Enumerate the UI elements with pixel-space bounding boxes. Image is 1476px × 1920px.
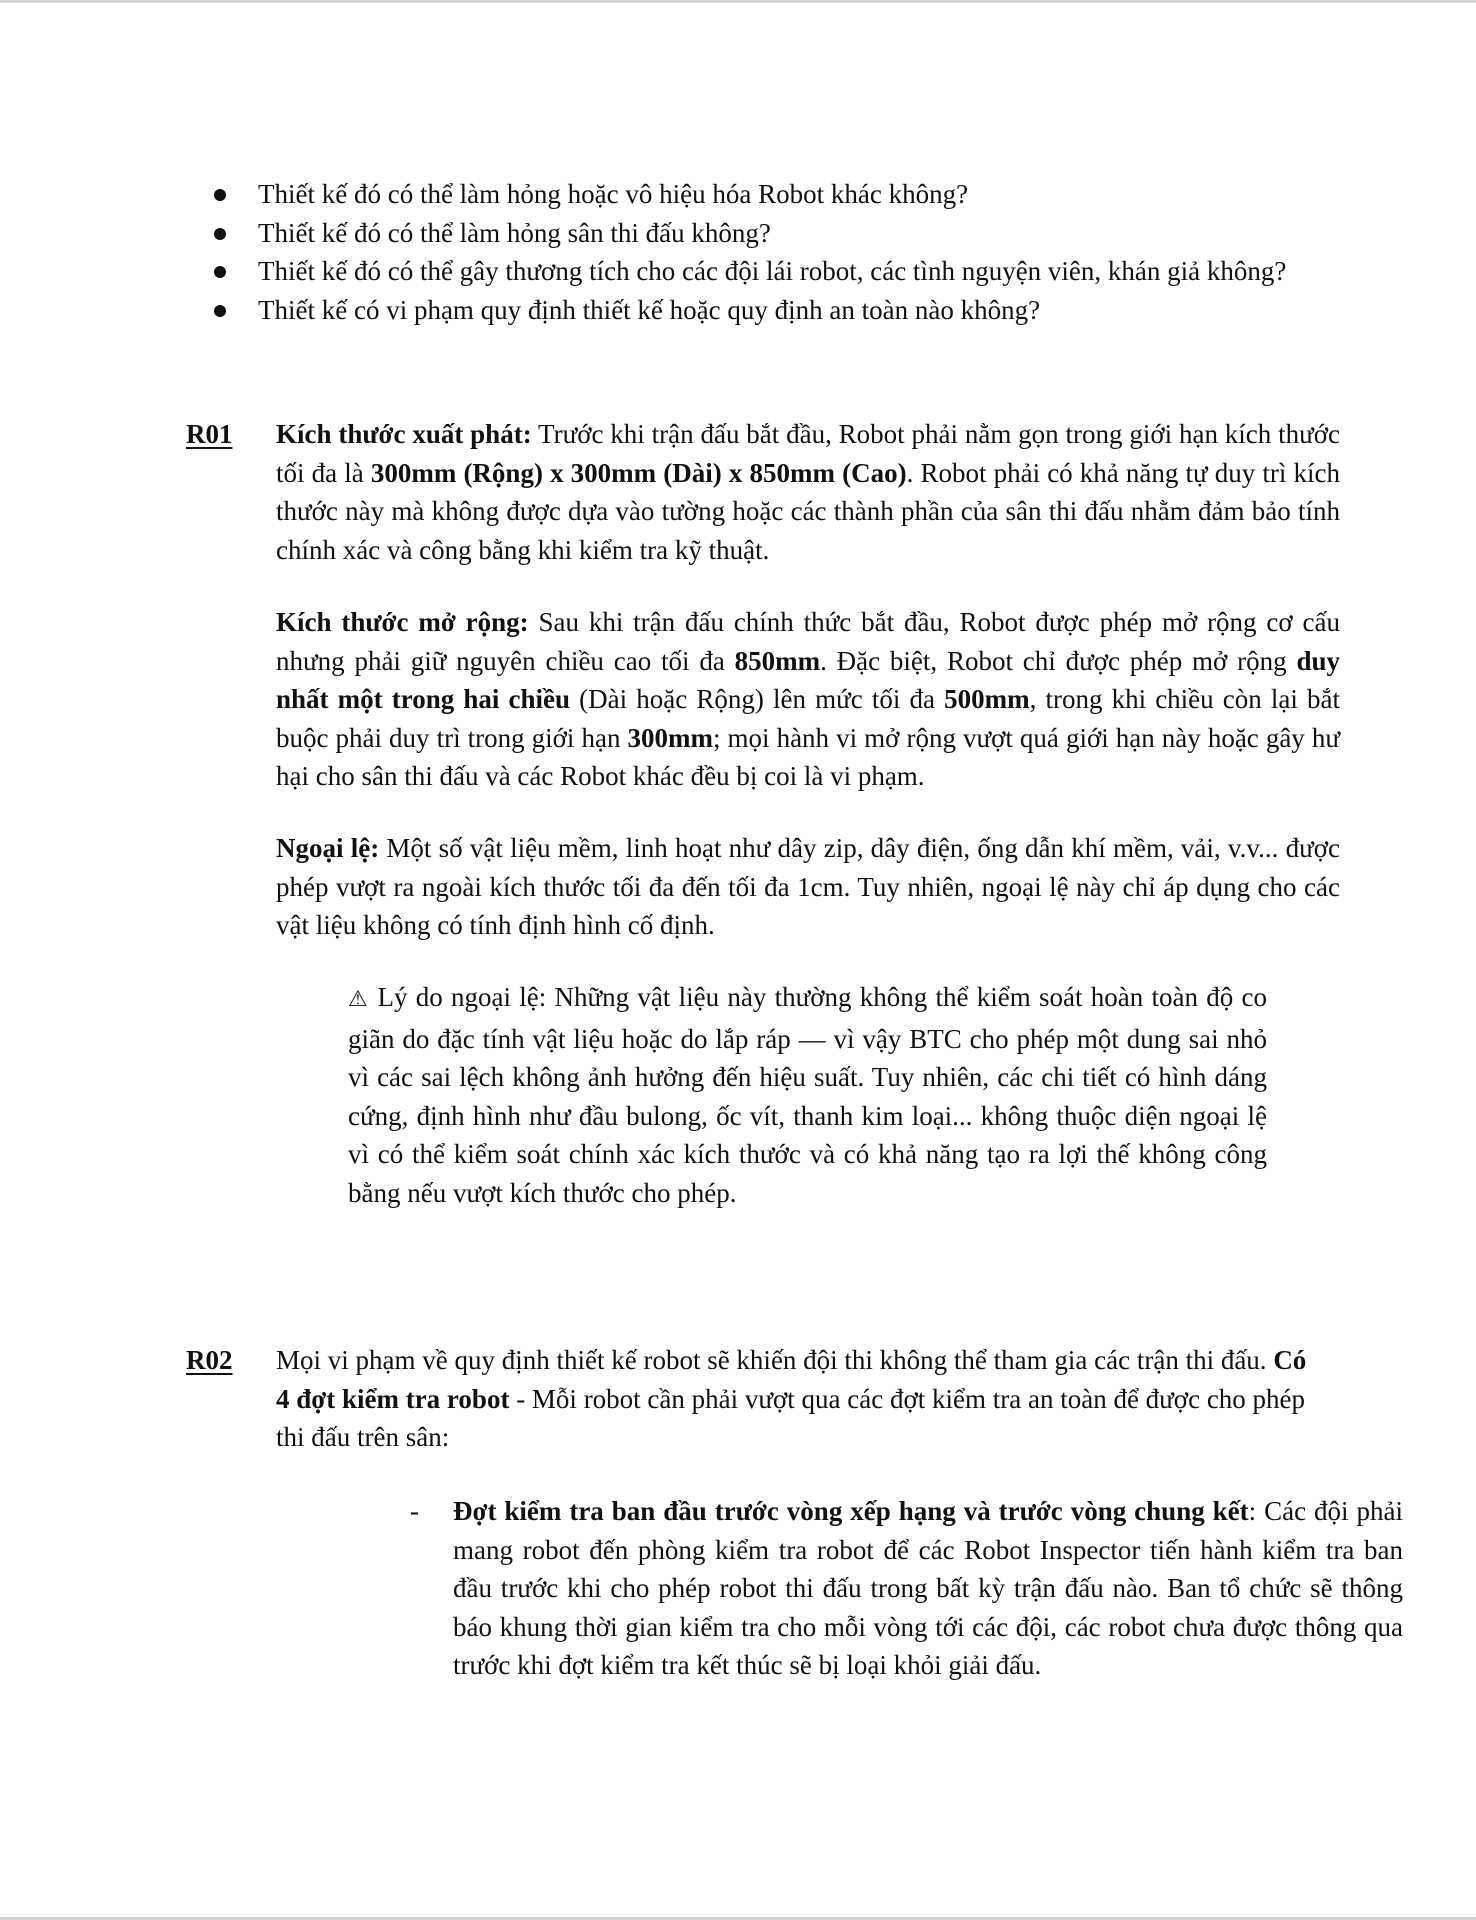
- list-item-text: Thiết kế đó có thể gây thương tích cho các đội lái robot, các tình nguyện viên, khán giả không?: [258, 256, 1287, 286]
- emphasis-text: 300mm: [627, 722, 713, 753]
- rule-label: R02: [186, 1345, 233, 1375]
- paragraph-text: . Đặc biệt, Robot chỉ được phép mở rộng: [820, 645, 1297, 676]
- paragraph-lead: Kích thước xuất phát:: [276, 419, 532, 449]
- list-item: [208, 291, 1348, 330]
- list-item: [208, 252, 1348, 291]
- exception-paragraph: [276, 829, 1340, 945]
- dash-marker: -: [410, 1496, 419, 1526]
- bullet-icon: [214, 266, 226, 278]
- list-item-text: [453, 1492, 1403, 1685]
- emphasis-text: 500mm: [944, 684, 1030, 714]
- emphasis-text: 300mm (Rộng) x 300mm (Dài) x 850mm (Cao): [370, 457, 907, 488]
- paragraph-text: , trong khi chiều còn lại bắt buộc phải duy trì trong giới hạn: [276, 684, 1341, 753]
- list-item: [208, 175, 1348, 214]
- expanded-size-paragraph: [276, 603, 1340, 796]
- list-item: [208, 214, 1348, 253]
- paragraph-text: Mọi vi phạm về quy định thiết kế robot sẽ khiến đội thi không thể tham gia các trận thi đấu.: [276, 1345, 1274, 1375]
- paragraph-text: (Dài hoặc Rộng) lên mức tối đa: [570, 684, 945, 714]
- emphasis-text: Có 4 đợt kiểm tra robot: [276, 1345, 1307, 1414]
- paragraph-lead: Đợt kiểm tra ban đầu trước vòng xếp hạng và trước vòng chung kết: [453, 1496, 1249, 1526]
- paragraph-text: - Mỗi robot cần phải vượt qua các đợt kiểm tra an toàn để được cho phép thi đấu trên sân:: [276, 1383, 1306, 1452]
- inspection-intro-paragraph: [276, 1341, 1316, 1457]
- rule-label: R01: [186, 419, 233, 449]
- paragraph-text: ; mọi hành vi mở rộng vượt quá giới hạn này hoặc gây hư hại cho sân thi đấu và các Robot khác đều bị coi là vi phạm.: [276, 722, 1340, 791]
- design-question-list: [208, 175, 1348, 329]
- warning-icon: ⚠: [348, 987, 370, 1012]
- note-text: Lý do ngoại lệ: Những vật liệu này thường không thể kiểm soát hoàn toàn độ co giãn do đặc tính vật liệu hoặc do lắp ráp — vì vậy BTC cho phép một dung sai nhỏ vì các sai lệch không ảnh hưởng đến hiệu suất. Tuy nhiên, các chi tiết có hình dáng cứng, định hình như đầu bulong, ốc vít, thanh kim loại... không thuộc diện ngoại lệ vì có thể kiểm soát chính xác kích thước và có khả năng tạo ra lợi thế không công bằng nếu vượt kích thước cho phép.: [348, 982, 1267, 1208]
- list-item-text: Thiết kế có vi phạm quy định thiết kế hoặc quy định an toàn nào không?: [258, 294, 1041, 325]
- list-item-text: Thiết kế đó có thể làm hỏng sân thi đấu không?: [258, 217, 771, 248]
- paragraph-text: : Các đội phải mang robot đến phòng kiểm tra robot để các Robot Inspector tiến hành kiểm tra ban đầu trước khi cho phép robot thi đấu trong bất kỳ trận đấu nào. Ban tổ chức sẽ thông báo khung thời gian kiểm tra cho mỗi vòng tới các đội, các robot chưa được thông qua trước khi đợt kiểm tra kết thúc sẽ bị loại khỏi giải đấu.: [453, 1496, 1403, 1680]
- starting-size-paragraph: [276, 415, 1340, 569]
- paragraph-text: . Robot phải có khả năng tự duy trì kích thước này mà không được dựa vào tường hoặc các thành phần của sân thi đấu nhằm đảm bảo tính chính xác và công bằng khi kiểm tra kỹ thuật.: [276, 457, 1340, 565]
- list-item-text: Thiết kế đó có thể làm hỏng hoặc vô hiệu hóa Robot khác không?: [258, 179, 969, 209]
- exception-reason-note: [348, 978, 1267, 1212]
- list-item: [410, 1492, 1403, 1685]
- emphasis-text: duy nhất một trong hai chiều: [276, 645, 1340, 714]
- emphasis-text: 850mm: [734, 645, 821, 676]
- bullet-icon: [214, 228, 226, 240]
- paragraph-text: Trước khi trận đấu bắt đầu, Robot phải nằm gọn trong giới hạn kích thước tối đa là: [276, 419, 1340, 488]
- paragraph-text: Một số vật liệu mềm, linh hoạt như dây zip, dây điện, ống dẫn khí mềm, vải, v.v... được phép vượt ra ngoài kích thước tối đa đến tối đa 1cm. Tuy nhiên, ngoại lệ này chỉ áp dụng cho các vật liệu không có tính định hình cố định.: [276, 833, 1340, 940]
- bullet-icon: [214, 189, 226, 201]
- paragraph-text: Sau khi trận đấu chính thức bắt đầu, Robot được phép mở rộng cơ cấu nhưng phải giữ nguyên chiều cao tối đa: [276, 607, 1340, 676]
- paragraph-lead: Ngoại lệ:: [276, 833, 380, 863]
- bullet-icon: [214, 305, 226, 317]
- paragraph-lead: Kích thước mở rộng:: [276, 607, 529, 637]
